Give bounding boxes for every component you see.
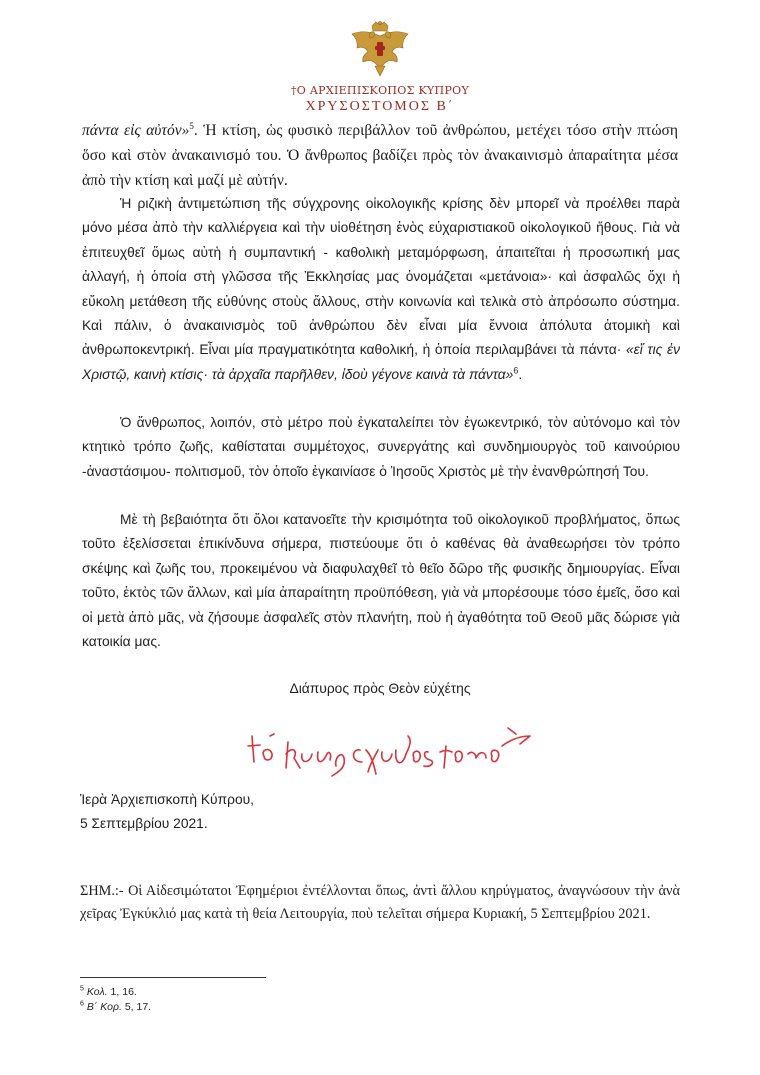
note-to-clergy: ΣΗΜ.:- Οἱ Αἰδεσιμώτατοι Ἐφημέριοι ἐντέλλονται ὅπως, ἀντὶ ἄλλου κηρύγματος, ἀναγνώσουν τὴν ἀνὰ χεῖρας Ἐγκύκλιό μας κατὰ τὴ θεία Λειτουργία, ποὺ τελεῖται σήμερα Κυριακή, 5 Σεπτεμβρίου 2021. (80, 883, 680, 922)
paragraph-3-text: Ὁ ἄνθρωπος, λοιπόν, στὸ μέτρο ποὺ ἐγκαταλείπει τὸν ἐγωκεντρικό, τὸν αὐτόνομο καὶ τὸν κτητικὸ τρόπο ζωῆς, καθίσταται συμμέτοχος, συνεργάτης καὶ συνδημιουργὸς τοῦ καινούριου -ἀναστάσιμου- πολιτισμοῦ, τὸν ὁποῖο ἐγκαινίασε ὁ Ἰησοῦς Χριστὸς μὲ τὴν ἐνανθρώπησή Του. (82, 415, 680, 479)
footnote-reference: Κολ. (86, 986, 108, 998)
letterhead-title-line (0, 84, 760, 97)
paragraph-2-end: . (518, 366, 523, 382)
closing-salutation: Διάπυρος πρὸς Θεὸν εὐχέτης (289, 681, 471, 696)
letterhead-title: Ο ΑΡΧΙΕΠΙΣΚΟΠΟΣ ΚΥΠΡΟΥ (296, 84, 470, 97)
place-line: Ἱερὰ Ἀρχιεπισκοπὴ Κύπρου, (80, 792, 254, 807)
footnote-number: 5 (80, 985, 84, 993)
footnote-number: 6 (80, 1000, 84, 1008)
paragraph-4-text: Μὲ τὴ βεβαιότητα ὅτι ὅλοι κατανοεῖτε τὴν κρισιμότητα τοῦ οἰκολογικοῦ προβλήματος, ὅπως τοῦτο ἐξελίσσεται ἐπικίνδυνα σήμερα, πιστεύουμε ὅτι ὁ καθένας θὰ ἀναθεωρήσει τὸν τρόπο σκέψης καὶ ζωῆς του, προκειμένου νὰ διαφυλαχθεῖ τὸ θεῖο δῶρο τῆς φυσικῆς δημιουργίας. Εἶναι τοῦτο, ἐκτὸς τῶν ἄλλων, καὶ μία ἀπαραίτητη προϋπόθεση, γιὰ νὰ μπορέσουμε τόσο ἐμεῖς, ὅσο καὶ οἱ μετὰ ἀπὸ μᾶς, νὰ ζήσουμε ἀσφαλεῖς στὸν πλανήτη, ποὺ ἡ ἀγαθότητα τοῦ Θεοῦ μᾶς δώρισε γιὰ κατοικία μας. (82, 512, 680, 650)
footnote-location: 5, 17. (121, 1001, 152, 1013)
footnote-ref-5: 5 (189, 120, 194, 131)
svg-text:† ὁ Κύπρου Χρυσόστομος: † ὁ Κύπρου Χρυσόστομος (240, 706, 251, 707)
paragraph-1-quote-end: πάντα εἰς αὐτόν» (82, 122, 190, 139)
footnote-ref-6: 6 (513, 365, 519, 376)
paragraph-1 (82, 118, 678, 193)
paragraph-2-text: Ἡ ριζικὴ ἀντιμετώπιση τῆς σύγχρονης οἰκολογικῆς κρίσης δὲν μπορεῖ νὰ προέλθει παρὰ μόνο μέσα ἀπὸ τὴν καλλιέργεια καὶ τὴν υἱοθέτηση ἑνὸς εὐχαριστιακοῦ οἰκολογικοῦ ἤθους. Γιὰ νὰ ἐπιτευχθεῖ ὅμως αὐτὴ ἡ συμπαντική - καθολικὴ μεταμόρφωση, ἀπαιτεῖται ἡ προσωπική μας ἀλλαγή, ἡ ὁποία στὴ γλῶσσα τῆς Ἐκκλησίας μας ὀνομάζεται «μετάνοια»· καὶ ἀσφαλῶς ὄχι ἡ εὔκολη μετάθεση τῆς εὐθύνης στοὺς ἄλλους, στὴν κοινωνία καὶ τελικὰ στὸ ἀπρόσωπο σύστημα. Καὶ πάλιν, ὁ ἀνακαινισμὸς τοῦ ἀνθρώπου δὲν εἶναι μία ἔννοια ἀπόλυτα ἀτομικὴ καὶ ἀνθρωποκεντρική. Εἶναι μία πραγματικότητα καθολική, ἡ ὁποία περιλαμβάνει τὰ πάντα· (82, 196, 680, 358)
date-line: 5 Σεπτεμβρίου 2021. (80, 816, 208, 831)
paragraph-3 (82, 411, 680, 484)
footnote-6 (80, 1000, 151, 1015)
paragraph-2-quote: «εἴ τις ἐν Χριστῷ, καινὴ κτίσις· τὰ ἀρχαῖα παρῆλθεν, ἰδοὺ γέγονε καινὰ τὰ πάντα» (82, 342, 680, 382)
double-headed-eagle-crest-icon (348, 20, 412, 78)
letterhead-name: ΧΡΥΣΟΣΤΟΜΟΣ Β΄ (305, 99, 455, 114)
paragraph-1-text: . Ἡ κτίση, ὡς φυσικὸ περιβάλλον τοῦ ἀνθρώπου, μετέχει τόσο στὴν πτώση ὅσο καὶ στὸν ἀνακαινισμό του. Ὁ ἄνθρωπος βαδίζει πρὸς τὸν ἀνακαινισμὸ ἀπαραίτητα μέσα ἀπὸ τὴν κτίση καὶ μαζί μὲ αὐτήν. (82, 122, 678, 189)
paragraph-4 (82, 508, 680, 654)
footnote-location: 1, 16. (107, 986, 137, 998)
letterhead (0, 20, 760, 115)
footnote-divider (80, 977, 266, 978)
footnotes (80, 985, 151, 1015)
footnote-reference: Β΄ Κορ. (86, 1001, 122, 1013)
paragraph-2 (82, 192, 680, 387)
handwritten-signature (240, 706, 540, 778)
cross-icon: † (290, 84, 297, 97)
footnote-5 (80, 985, 151, 1000)
